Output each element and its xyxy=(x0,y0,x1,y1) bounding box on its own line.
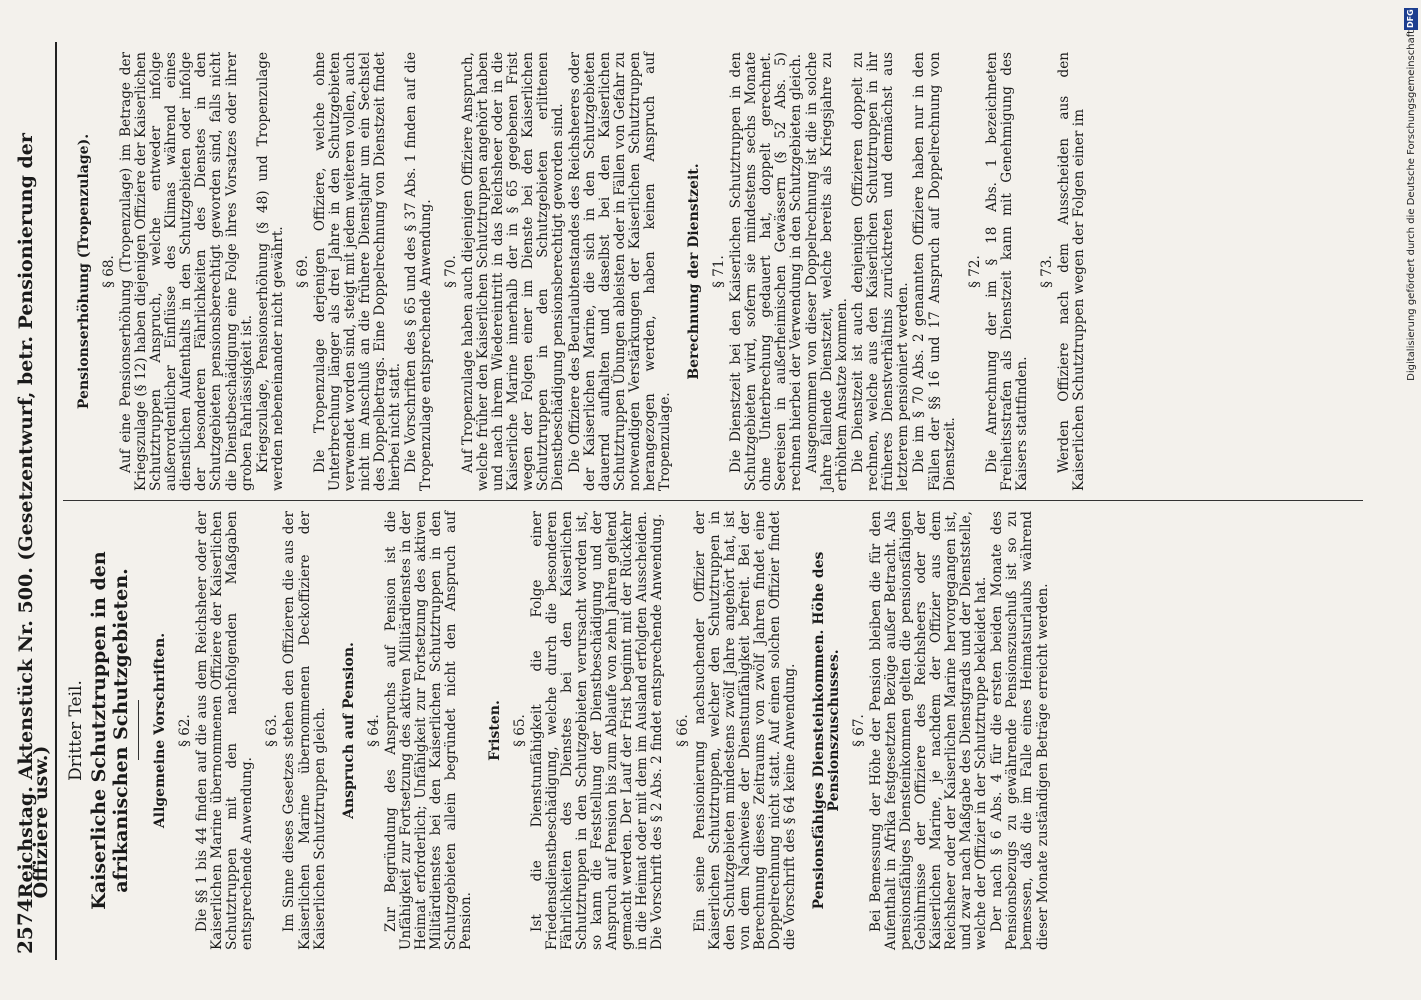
paragraph-72: Die Anrechnung der im § 18 Abs. 1 bezeichneten Freiheitsstrafen als Dienstzeit kann mit Genehmigung des Kaisers stattfinden. xyxy=(983,52,1030,491)
section-67: § 67. xyxy=(850,714,867,747)
section-70: § 70. xyxy=(443,255,460,288)
section-71: § 71. xyxy=(710,255,727,288)
heading-tropenzulage: Pensionserhöhung (Tropenzulage). xyxy=(76,133,93,410)
heading-fristen: Fristen. xyxy=(486,700,503,761)
page-number: 2574 xyxy=(13,898,37,954)
paragraph-71d: Die im § 70 Abs. 2 genannten Offiziere haben nur in den Fällen der §§ 16 und 17 Anspruch auf Doppelrechnung von Dienstzeit. xyxy=(911,52,958,491)
paragraph-68b: Kriegszulage, Pensionserhöhung (§ 48) und Tropenzulage werden nebeneinander nicht gewährt. xyxy=(254,52,286,491)
heading-allgemeine: Allgemeine Vorschriften. xyxy=(152,632,169,829)
section-title: Kaiserliche Schutztruppen in den afrikanischen Schutzgebieten. xyxy=(88,551,133,910)
paragraph-71b: Ausgenommen von dieser Doppelrechnung ist die in solche Jahre fallende Dienstzeit, welche bereits als Kriegsjahre zu erhöhtem Ansatze kommen. xyxy=(804,52,851,491)
paragraph-67b: Der nach § 6 Abs. 4 für die ersten beiden Monate des Pensionsbezugs zu gewährende Pensionszuschuß ist so zu bemessen, daß die im Falle eines Heimatsurlaubs während dieser Monate zuständigen Beträge erreicht werden. xyxy=(989,511,1051,950)
page-header-title: Reichstag. Aktenstück Nr. 500. (Gesetzentwurf, betr. Pensionierung der Offiziere usw.) xyxy=(15,133,53,899)
paragraph-66: Ein seine Pensionierung nachsuchender Offizier der Kaiserlichen Schutztruppen, welcher den Schutztruppen in den Schutzgebieten mindestens zwölf Jahre angehört hat, ist von dem Nachweise der Dienstunfähigkeit befreit. Bei der Berechnung dieses Zeitraums von zwölf Jahren findet eine Doppelrechnung nicht statt. Auf einen solchen Offizier findet die Vorschrift des § 64 keine Anwendung. xyxy=(691,511,798,950)
paragraph-73: Werden Offiziere nach dem Ausscheiden aus den Kaiserlichen Schutztruppen wegen der Folgen einer im xyxy=(1055,52,1087,491)
paragraph-71c: Die Dienstzeit ist auch denjenigen Offizieren doppelt zu rechnen, welche aus den Kaiserlichen Schutztruppen in ihr früheres Dienstverhältnis zurücktreten und demnächst aus letzterem pensioniert werden. xyxy=(850,52,912,491)
title-rule xyxy=(138,701,139,761)
paragraph-68a: Auf eine Pensionserhöhung (Tropenzulage) im Betrage der Kriegszulage (§ 12) haben diejenigen Offiziere der Kaiserlichen Schutztruppen Anspruch, welche entweder infolge außerordentlicher Einflüsse des Klimas während eines dienstlichen Aufenthalts in den Schutzgebieten oder infolge der besonderen Fährlichkeiten des Dienstes in den Schutzgebieten pensionsberechtigt geworden sind, falls nicht die Dienstbeschädigung eine Folge ihres Vorsatzes oder ihrer groben Fahrlässigkeit ist. xyxy=(118,52,255,491)
section-63: § 63. xyxy=(264,714,281,747)
paragraph-71a: Die Dienstzeit bei den Kaiserlichen Schutztruppen in den Schutzgebieten wird, sofern sie mindestens sechs Monate ohne Unterbrechung gedauert hat, doppelt gerechnet. Seereisen in außerheimischen Gewässern (§ 52 Abs. 5) rechnen hierbei der Verwendung in den Schutzgebieten gleich. xyxy=(727,52,805,491)
paragraph-63: Im Sinne dieses Gesetzes stehen den Offizieren die aus der Kaiserlichen Marine übernommenen Deckoffiziere der Kaiserlichen Schutztruppen gleich. xyxy=(281,511,328,950)
paragraph-70b: Die Offiziere des Beurlaubtenstandes des Reichsheeres oder der Kaiserlichen Marine, die sich in den Schutzgebieten dauernd aufhalten und daselbst bei den Kaiserlichen Schutztruppen Übungen ableisten oder in Fällen von Gefahr zu notwendigen Verstärkungen der Kaiserlichen Schutztruppen herangezogen werden, haben keinen Anspruch auf Tropenzulage. xyxy=(566,52,673,491)
part-title: Dritter Teil. xyxy=(66,680,87,781)
section-64: § 64. xyxy=(365,714,382,747)
section-69: § 69. xyxy=(294,255,311,288)
right-column xyxy=(63,42,1363,501)
running-head xyxy=(13,42,57,960)
section-62: § 62. xyxy=(177,714,194,747)
paragraph-69b: Die Vorschriften des § 65 und des § 37 Abs. 1 finden auf die Tropenzulage entsprechende Anwendung. xyxy=(403,52,435,491)
heading-anspruch: Anspruch auf Pension. xyxy=(340,642,357,819)
section-66: § 66. xyxy=(674,714,691,747)
paragraph-64: Zur Begründung des Anspruchs auf Pension ist die Unfähigkeit zur Fortsetzung des aktiven Militärdienstes in der Heimat erforderlich; Unfähigkeit zur Fortsetzung des aktiven Militärdienstes bei den Kaiserlichen Schutztruppen in den Schutzgebieten allein begründet nicht den Anspruch auf Pension. xyxy=(382,511,474,950)
paragraph-67a: Bei Bemessung der Höhe der Pension bleiben die für den Aufenthalt in Afrika festgesetzten Bezüge außer Betracht. Als pensionsfähiges Diensteinkommen gelten die pensionsfähigen Gebührnisse der Offiziere des Reichsheers oder der Kaiserlichen Marine, je nachdem der Offizier aus dem Reichsheer oder der Kaiserlichen Marine hervorgegangen ist, und zwar nach Maßgabe des Dienstgrads und der Dienststelle, welche der Offizier in der Schutztruppe bekleidet hat. xyxy=(868,511,990,950)
heading-pensionsfaehiges: Pensionsfähiges Diensteinkommen. Höhe des Pensionszuschusses. xyxy=(810,551,842,910)
heading-dienstzeit: Berechnung der Dienstzeit. xyxy=(685,163,702,380)
digitization-credit: Digitalisierung gefördert durch die Deutsche Forschungsgemeinschaft xyxy=(1406,30,1417,381)
section-65: § 65. xyxy=(512,714,529,747)
section-73: § 73. xyxy=(1038,255,1055,288)
column-divider xyxy=(63,500,1363,501)
dfg-logo-icon: DFG xyxy=(1404,8,1418,30)
left-column xyxy=(63,501,1363,960)
columns xyxy=(63,42,1363,960)
section-72: § 72. xyxy=(966,255,983,288)
paragraph-62: Die §§ 1 bis 44 finden auf die aus dem Reichsheer oder der Kaiserlichen Marine übernommenen Offiziere der Kaiserlichen Schutztruppen mit den nachfolgenden Maßgaben entsprechende Anwendung. xyxy=(194,511,256,950)
paragraph-65: Ist die Dienstunfähigkeit die Folge einer Friedensdienstbeschädigung, welche durch die besonderen Fährlichkeiten des Dienstes bei den Kaiserlichen Schutztruppen in den Schutzgebieten verursacht worden ist, so kann die Feststellung der Dienstbeschädigung und der Anspruch auf Pension bis zum Ablaufe von zehn Jahren geltend gemacht werden. Der Lauf der Frist beginnt mit der Rückkehr in die Heimat oder mit dem im Ausland erfolgten Ausscheiden. Die Vorschrift des § 2 Abs. 2 findet entsprechende Anwendung. xyxy=(529,511,666,950)
section-68: § 68. xyxy=(101,255,118,288)
paragraph-69a: Die Tropenzulage derjenigen Offiziere, welche ohne Unterbrechung länger als drei Jahre in den Schutzgebieten verwendet worden sind, steigt mit jedem weiteren vollen, auch nicht im Anschluß an die frühere Dienstjahr um ein Sechstel des Doppelbetrags. Eine Doppelrechnung von Dienstzeit findet hierbei nicht statt. xyxy=(311,52,403,491)
paragraph-70a: Auf Tropenzulage haben auch diejenigen Offiziere Anspruch, welche früher den Kaiserlichen Schutztruppen angehört haben und nach ihrem Wiedereintritt in das Reichsheer oder in die Kaiserliche Marine innerhalb der in § 65 gegebenen Frist wegen der Folgen einer im Dienste bei den Kaiserlichen Schutztruppen in den Schutzgebieten erlittenen Dienstbeschädigung pensionsberechtigt geworden sind. xyxy=(460,52,567,491)
